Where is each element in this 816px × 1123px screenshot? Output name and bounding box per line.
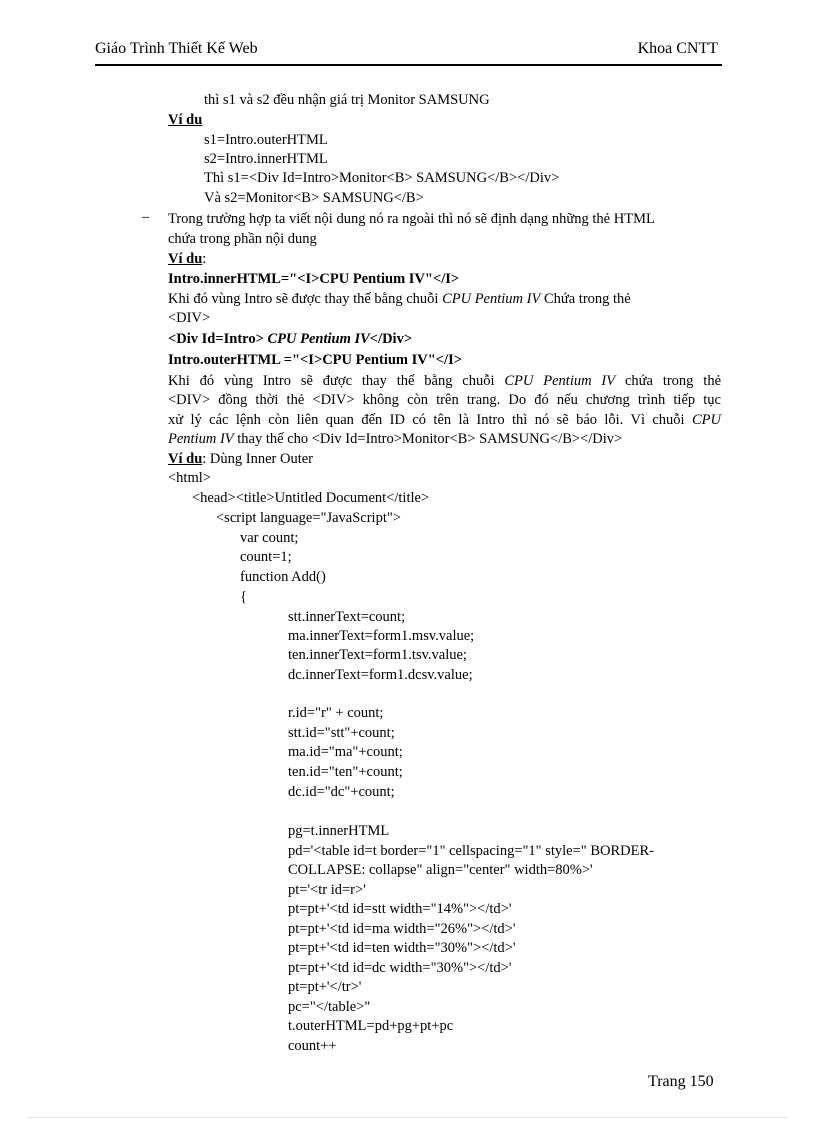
code-line: pc="</table>": [288, 999, 371, 1015]
code-line: pt=pt+'<td id=dc width="30%"></td>': [288, 960, 512, 976]
italic-segment: CPU: [692, 412, 721, 428]
code-line: ma.id="ma"+count;: [288, 744, 403, 760]
code-line: pt=pt+'<td id=ma width="26%"></td>': [288, 921, 516, 937]
text-segment: <Div Id=Intro>: [168, 331, 268, 347]
italic-segment: CPU Pentium IV: [442, 291, 541, 307]
example-heading: [168, 250, 206, 268]
text-line: [168, 290, 631, 308]
italic-segment: CPU Pentium IV: [267, 331, 370, 347]
code-line: Intro.outerHTML ="<I>CPU Pentium IV"</I>: [168, 352, 462, 368]
code-line: ma.innerText=form1.msv.value;: [288, 628, 475, 644]
example-heading: Ví du: [168, 112, 203, 128]
text-line: thì s1 và s2 đều nhận giá trị Monitor SAMSUNG: [204, 92, 490, 108]
text-line: [168, 372, 721, 390]
code-line: stt.id="stt"+count;: [288, 725, 395, 741]
text-line: Trong trường hợp ta viết nội dung nó ra ngoài thì nó sẽ định dạng những thẻ HTML: [168, 211, 655, 227]
italic-segment: CPU Pentium IV: [504, 373, 616, 389]
text-line: <DIV> đồng thời thẻ <DIV> không còn trên trang. Do đó nếu chương trình tiếp tục: [168, 392, 721, 408]
code-line: count=1;: [240, 549, 292, 565]
code-line: function Add(): [240, 569, 326, 585]
code-line: Intro.innerHTML="<I>CPU Pentium IV"</I>: [168, 271, 460, 287]
text-line: [168, 411, 721, 429]
code-line: Thì s1=<Div Id=Intro>Monitor<B> SAMSUNG</B></Div>: [204, 170, 560, 186]
code-line: var count;: [240, 530, 299, 546]
code-line: r.id="r" + count;: [288, 705, 384, 721]
colon: :: [202, 251, 207, 267]
code-line: s2=Intro.innerHTML: [204, 151, 328, 167]
document-title: Giáo Trình Thiết Kế Web: [95, 40, 258, 57]
code-line: pg=t.innerHTML: [288, 823, 390, 839]
code-line: pt=pt+'<td id=stt width="14%"></td>': [288, 901, 512, 917]
code-line: stt.innerText=count;: [288, 609, 406, 625]
text-segment: Khi đó vùng Intro sẽ được thay thế bằng chuỗi: [168, 373, 505, 389]
code-line: {: [240, 589, 247, 605]
text-segment: chứa trong thẻ: [615, 373, 721, 389]
code-line: pt='<tr id=r>': [288, 882, 366, 898]
text-segment: : Dùng Inner Outer: [202, 451, 313, 467]
text-segment: thay thế cho <Div Id=Intro>Monitor<B> SAMSUNG</B></Div>: [233, 431, 623, 447]
text-segment: </Div>: [369, 331, 413, 347]
department-label: Khoa CNTT: [637, 40, 718, 57]
code-line: dc.innerText=form1.dcsv.value;: [288, 667, 473, 683]
code-line: COLLAPSE: collapse" align="center" width=80%>': [288, 862, 593, 878]
example-label: Ví du: [168, 251, 203, 267]
text-segment: xử lý các lệnh còn liên quan đến ID có tên là Intro thì nó sẽ báo lỗi. Vì chuỗi: [168, 412, 692, 428]
code-line: pt=pt+'<td id=ten width="30%"></td>': [288, 940, 516, 956]
code-line: t.outerHTML=pd+pg+pt+pc: [288, 1018, 454, 1034]
code-line: <head><title>Untitled Document</title>: [192, 490, 430, 506]
text-segment: Chứa trong thẻ: [540, 291, 631, 307]
page-header: [95, 38, 722, 66]
example-label: Ví du: [168, 451, 203, 467]
code-line: dc.id="dc"+count;: [288, 784, 395, 800]
example-heading: [168, 450, 313, 468]
code-line: s1=Intro.outerHTML: [204, 132, 328, 148]
text-segment: Khi đó vùng Intro sẽ được thay thế bằng chuỗi: [168, 291, 443, 307]
text-line: chứa trong phần nội dung: [168, 231, 317, 247]
code-line: <html>: [168, 470, 211, 486]
italic-segment: Pentium IV: [168, 431, 234, 447]
text-line: <DIV>: [168, 310, 211, 326]
page-number: Trang 150: [648, 1073, 714, 1090]
page-bottom-divider: [28, 1117, 788, 1118]
code-line: ten.innerText=form1.tsv.value;: [288, 647, 467, 663]
code-line: count++: [288, 1038, 337, 1054]
code-line: ten.id="ten"+count;: [288, 764, 403, 780]
code-line: pt=pt+'</tr>': [288, 979, 362, 995]
bullet-dash: –: [142, 209, 150, 225]
text-line: [168, 430, 622, 448]
code-line: Và s2=Monitor<B> SAMSUNG</B>: [204, 190, 424, 206]
code-line: <script language="JavaScript">: [216, 510, 401, 526]
code-line: pd='<table id=t border="1" cellspacing="1" style=" BORDER-: [288, 843, 654, 859]
code-line: [168, 330, 412, 348]
